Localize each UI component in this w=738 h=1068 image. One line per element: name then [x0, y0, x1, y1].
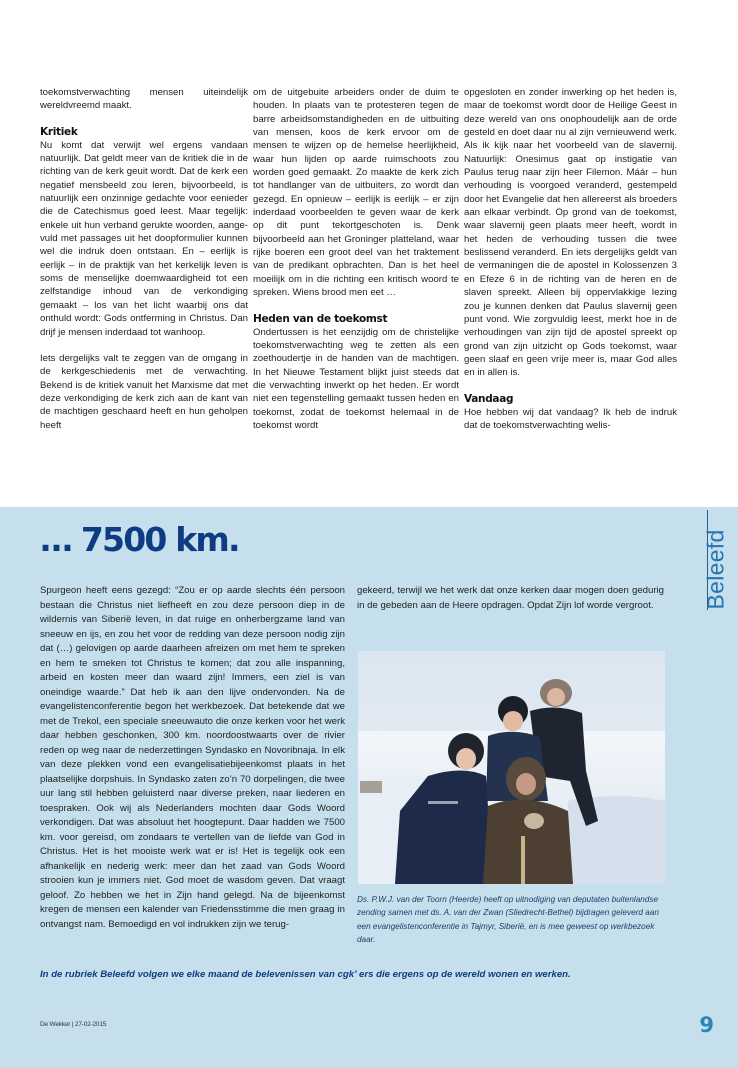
section-heading-kritiek: Kritiek — [40, 125, 78, 138]
page-number: 9 — [699, 1013, 714, 1037]
paragraph: Hoe hebben wij dat vandaag? Ik heb de indruk dat de toekomstverwachting welis- — [464, 406, 677, 431]
photo-siberia-group — [358, 651, 665, 884]
rubric-tagline: In de rubriek Beleefd volgen we elke maand de belevenissen van cgk’ ers die ergens op de wereld wonen en werken. — [40, 969, 571, 980]
article-column-1 — [40, 86, 248, 432]
paragraph: Nu komt dat verwijt wel ergens vandaan natuurlijk. Dat geldt meer van de kritiek die in de richting van de kerk geuit wordt. Dat de kerk een negatief mensbeeld zou leren, bijvoorbeeld, is natuurlijk een onzinnige gedachte voor eenieder die de Catechismus goed leest. Maar tegelijk: enkele uit hun verband gerukte woorden, aangevuld met passages uit het doopformulier kunnen wel die indruk doen ontstaan. En – eerlijk is eerlijk – in de praktijk van het kerkelijk leven is soms de menselijke doemwaardigheid tot een zelfstandige inhoud van de verkondiging gemaakt – los van het licht waarbij ons dat onthuld wordt: Gods ontferming in Christus. Dan drijf je mensen inderdaad tot wanhoop. — [40, 139, 248, 338]
box-column-1: Spurgeon heeft eens gezegd: “Zou er op aarde slechts één persoon bestaan die Christus niet liefheeft en zou deze persoon diep in de wildernis van Siberië leven, in dat ruige en onherbergzame land van sneeuw en ijs, en zou het voor de redding van deze persoon nodig zijn dat (…) gelovigen op aarde daarheen afreizen om met hem te spreken en hem te smeken tot Christus te komen; dat zou alle inspanning, arbeid en kosten meer dan waard zijn! Immers, een ziel is van oneindige waarde.” Dat heb ik aan den lijve ondervonden. Na de evangelistenconferentie begon het werkbezoek. Dat betekende dat we met de Trekol, een speciale sneeuwauto die onze kerken voor het werk daar hebben geschonken, 300 km. noordoostwaarts over de rivier reden op weg naar de nederzettingen Syndasko en Novoribnaja. In elk van deze plekken vond een evangelisatiebijeenkomst plaats in het plaatselijke dorpshuis. In Syndasko zaten zo’n 70 dorpelingen, die twee uur lang stil hebben geluisterd naar diverse preken, naar liederen en toespraken. Ook wij als Nederlanders mochten daar Gods Woord verkondigen. Dat was absoluut het hoogtepunt. Daar hadden we 7500 km. voor gereisd, om zondaars te vertellen van de liefde van God in Christus. Het is het mooiste werk wat er is! Het is tegelijk ook een afhankelijk en nederig werk: meer dan het zaad van Gods Woord strooien kun je immers niet. God moet de wasdom geven. Dat vraagt geloof. Zo hebben we het in Zijn hand gelegd. Na de bijeenkomst kregen de mensen een kalender van Friedensstimme die men graag in ontvangst nam. Bemoedigd en vol indrukken zijn we terug- — [40, 585, 345, 930]
rubric-text: Beleefd — [702, 529, 729, 610]
paragraph: om de uitgebuite arbeiders onder de duim te houden. In plaats van te protesteren tegen de barre arbeidsomstandigheden en de uitbuiting van mensen, koos de kerk ervoor om de mensen te wijzen op de hemelse heerlijkheid, waar hun lijden op aarde ruimschoots zou worden goed gemaakt. Zo maakte de kerk zich tot handlanger van de uitbuiters, zo wordt dan gezegd. En opnieuw – eerlijk is eerlijk – er zijn inderdaad voorbeelden te geven waar de kerk op dit punt tekortgeschoten is. Denk bijvoorbeeld aan het Groninger platteland, waar rijke boeren een groot deel van het traktement van de predikant opbrachten. Dan is het heel moeilijk om in die richting een kritisch woord te spreken. Wiens brood men eet … — [253, 87, 459, 299]
article-column-3 — [464, 86, 677, 432]
paragraph: Ondertussen is het eenzijdig om de christelijke toekomstverwachting weg te zetten als een zoethoudertje in de handen van de machtigen. In het Nieuwe Testament blijkt juist steeds dat die verwachting inwerkt op het heden. Er wordt niet een tegenstelling gemaakt tussen heden en toekomst, zodat de toekomst helemaal in de toekomst wordt — [253, 326, 459, 431]
section-heading-heden-van-de-toekomst: Heden van de toekomst — [253, 312, 388, 325]
paragraph: Iets dergelijks valt te zeggen van de omgang in de kerkgeschiedenis met de verwachting. Bekend is de kritiek vanuit het Marxisme dat met deze verkondiging de kerk zich aan de kant van de machtigen geschaard heeft en hun geholpen heeft — [40, 352, 248, 431]
article-top-section — [0, 0, 738, 507]
publication-info: De Wekker | 27-02-2015 — [40, 1021, 107, 1028]
box-headline: … 7500 km. — [40, 520, 239, 559]
section-heading-vandaag: Vandaag — [464, 392, 514, 405]
rubric-label — [694, 510, 738, 620]
photo-caption: Ds. P.W.J. van der Toorn (Heerde) heeft op uitnodiging van deputaten buitenlandse zending samen met ds. A. van der Zwan (Sliedrecht-Bethel) bijdragen geleverd aan een evangelistenconferentie in Tajmyr, Siberië, en is mee geweest op werkbezoek daar. — [357, 895, 659, 944]
paragraph: toekomstverwachting mensen uiteindelijk wereldvreemd maakt. — [40, 87, 248, 112]
photo-illustration — [358, 651, 665, 884]
paragraph: opgesloten en zonder inwerking op het heden is, maar de toekomst wordt door de Heilige Geest in deze wereld van ons onophoudelijk aan de orde gesteld en doet daar nu al zijn vernieuwend werk. Als ik kijk naar het voorbeeld van de slavernij. Natuurlijk: Onesimus gaat op instigatie van Paulus terug naar zijn heer Filemon. Máár – hun verhouding is voorgoed veranderd, gestempeld door het Evangelie dat hen allereerst als broeders aan elkaar verbindt. Op grond van de toekomst, waar slavernij geen plaats meer heeft, wordt in het heden de verhouding tussen die twee beslissend veranderd. En iets dergelijks geldt van de vermaningen die de apostel in Kolossenzen 3 en Efeze 6 in de richting van de heren en de slaven spreekt. Alleen bij oppervlakkige lezing zou je kunnen denken dat Paulus slavernij geen punt vond. Wie zorgvuldig leest, merkt hoe in de verhoudingen van zijn tijd de apostel spreekt op grond van zijn uitzicht op Gods toekomst, waar geen slaaf en geen vrije meer is, maar God alles en in allen is. — [464, 87, 677, 379]
article-column-2 — [253, 86, 459, 432]
box-column-2: gekeerd, terwijl we het werk dat onze kerken daar mogen doen gedurig in de gebeden aan de Heere opdragen. Opdat Zijn lof worde vergroot. — [357, 585, 664, 611]
